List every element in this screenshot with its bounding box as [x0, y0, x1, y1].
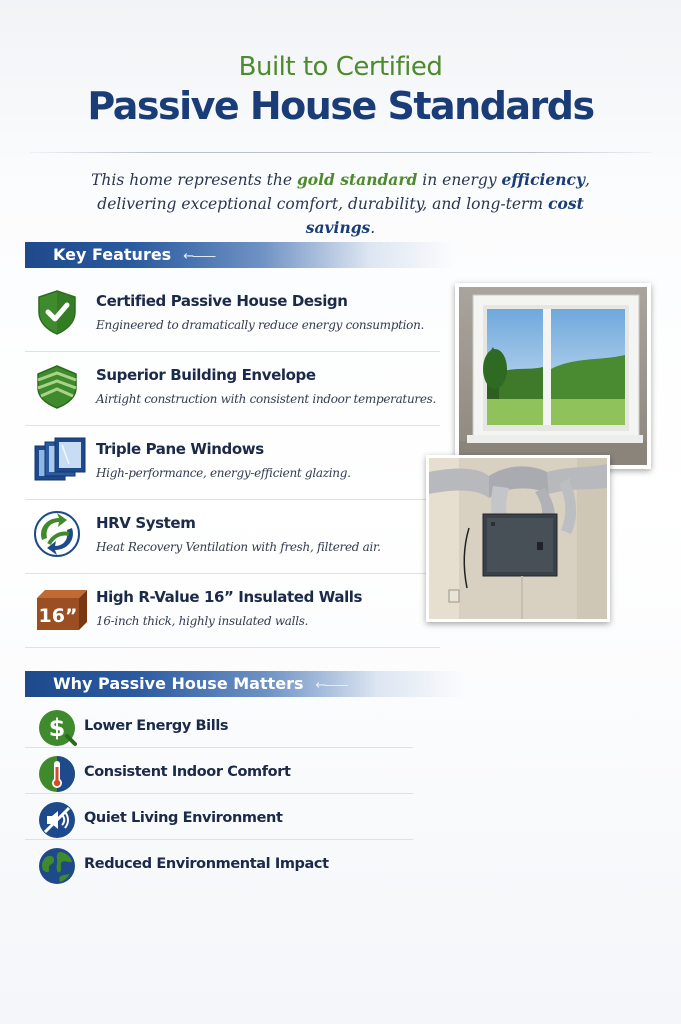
recycle-air-icon: [33, 510, 81, 558]
feature-item-insulated-walls: [25, 574, 440, 648]
envelope-shield-icon: [33, 362, 81, 410]
feature-item-triple-pane-windows: [25, 426, 440, 500]
why-passive-house-heading-label: Why Passive House Matters: [53, 674, 304, 693]
intro-highlight-efficiency: efficiency: [501, 170, 585, 189]
intro-highlight-gold: gold standard: [296, 170, 418, 189]
why-label: Lower Energy Bills: [84, 718, 229, 734]
feature-title: Superior Building Envelope: [96, 366, 316, 384]
why-label: Quiet Living Environment: [84, 810, 283, 826]
wall-block-icon: [33, 584, 89, 632]
dollar-icon: [37, 708, 77, 748]
header-kicker: Built to Certified: [238, 52, 443, 82]
feature-title: Triple Pane Windows: [96, 440, 264, 458]
why-label: Reduced Environmental Impact: [84, 856, 329, 872]
header: [0, 52, 681, 128]
intro-text-3: , delivering exceptional comfort, durability, and long-term: [97, 171, 590, 213]
why-item-environmental-impact: [25, 840, 413, 886]
triple-pane-window-photo: [455, 283, 651, 469]
thermometer-icon: [37, 754, 77, 794]
intro-paragraph: [60, 168, 621, 240]
window-photo-image: [459, 287, 647, 465]
feature-description: Airtight construction with consistent indoor temperatures.: [96, 392, 436, 406]
globe-icon: [37, 846, 77, 886]
arrow-left-icon: ←——: [315, 678, 347, 693]
feature-description: 16-inch thick, highly insulated walls.: [96, 614, 309, 628]
page-title: Passive House Standards: [87, 84, 594, 128]
triple-pane-window-icon: [33, 436, 87, 484]
hrv-photo-image: [429, 458, 607, 619]
feature-item-building-envelope: [25, 352, 440, 426]
svg-text:$: $: [48, 714, 66, 742]
intro-text-2: in energy: [417, 171, 502, 189]
feature-description: Heat Recovery Ventilation with fresh, filtered air.: [96, 540, 381, 554]
feature-description: High-performance, energy-efficient glazing.: [96, 466, 351, 480]
shield-check-icon: [33, 288, 81, 336]
feature-title: HRV System: [96, 514, 196, 532]
key-features-heading-label: Key Features: [53, 245, 172, 264]
feature-item-hrv-system: [25, 500, 440, 574]
feature-description: Engineered to dramatically reduce energy consumption.: [96, 318, 425, 332]
feature-title: High R-Value 16” Insulated Walls: [96, 588, 363, 606]
intro-text-1: This home represents the: [91, 171, 297, 189]
why-label: Consistent Indoor Comfort: [84, 764, 291, 780]
why-item-indoor-comfort: [25, 748, 413, 794]
feature-item-passive-design: [25, 278, 440, 352]
feature-title: Certified Passive House Design: [96, 292, 348, 310]
wall-thickness-label: 16”: [38, 605, 78, 627]
intro-highlight-cost: cost savings: [305, 194, 584, 237]
muted-sound-icon: [37, 800, 77, 840]
hrv-system-photo: [426, 455, 610, 622]
key-features-heading: [25, 242, 455, 268]
intro-text-4: .: [370, 219, 376, 237]
why-passive-house-heading: [25, 671, 465, 697]
arrow-left-icon: ←——: [183, 249, 215, 264]
why-item-quiet-living: [25, 794, 413, 840]
why-item-energy-bills: [25, 702, 413, 748]
header-divider: [30, 152, 652, 153]
